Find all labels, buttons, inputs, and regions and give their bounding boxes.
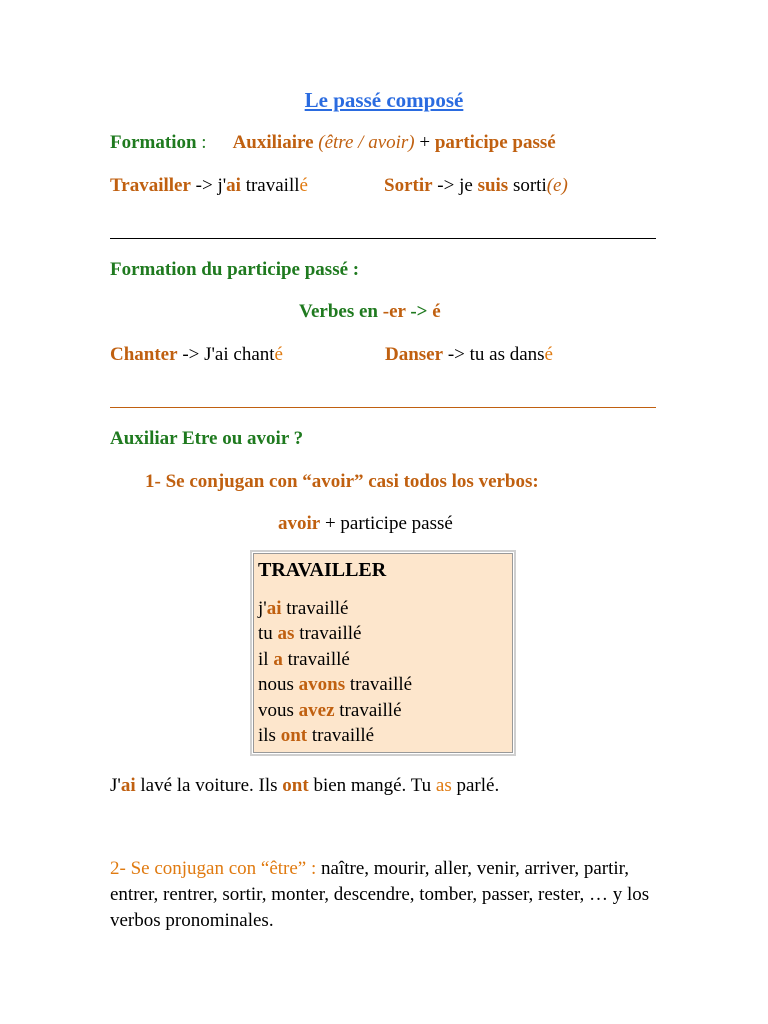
row-aux: avez [298,699,335,721]
table-header: TRAVAILLER [258,559,387,581]
example-text: -> j' [190,175,227,196]
sentence-text: bien mangé. Tu [308,775,436,796]
ending-highlight: é [274,344,283,365]
aux-highlight: ont [282,775,309,796]
row-participle: travaillé [334,699,402,721]
auxiliaire-label: Auxiliaire [232,132,314,153]
aux-highlight: suis [477,175,509,196]
example-text: travaill [240,175,300,196]
sentence-text: parlé. [451,775,500,796]
formula-rest: + participe passé [320,513,453,534]
row-participle: travaillé [282,648,350,670]
row-aux: a [273,648,283,670]
rule-1: 1- Se conjugan con “avoir” casi todos los verbos: [145,471,539,492]
row-participle: travaillé [294,623,362,644]
row-participle: travaillé [345,674,413,695]
table-row [258,621,512,647]
table-row [258,672,512,698]
rule-2 [110,856,650,934]
formation-line [110,132,556,154]
row-pronoun: il [258,648,274,670]
participe-label: participe passé [434,132,556,153]
er-rule-text: Verbes en [299,301,383,322]
table-row [258,723,512,749]
aux-heading: Auxiliar Etre ou avoir ? [110,428,304,449]
verb-chanter: Chanter [110,344,178,365]
formation-colon: : [196,132,207,153]
row-aux: ont [280,725,308,746]
divider-black [110,238,656,239]
example-text: -> je [432,175,478,196]
pp-heading: Formation du participe passé : [110,259,360,280]
example-line-1b [384,175,568,197]
row-aux: avons [298,674,346,695]
divider-brown [110,407,656,408]
example-line-2 [110,344,283,366]
verb-sortir: Sortir [384,175,433,196]
ending-highlight: é [544,344,553,365]
ending-highlight: é [299,175,308,196]
row-participle: travaillé [307,725,375,746]
example-sentences [110,775,499,797]
rule-2-text: naître, mourir, aller, venir, arriver, partir, entrer, rentrer, sortir, monter, descendre, tomber, passer, rester, … y los verbos pronominales. [110,858,650,931]
rule-2-label: 2- Se conjugan con “être” : [110,858,317,879]
verb-travailler: Travailler [110,175,191,196]
formation-label: Formation [110,132,197,153]
auxiliaire-paren: (être / avoir) [318,132,415,153]
row-aux: ai [266,597,282,619]
table-row [258,596,512,622]
row-pronoun: tu [258,623,278,644]
avoir-word: avoir [278,513,321,534]
aux-highlight: as [435,775,452,796]
verb-danser: Danser [385,344,444,365]
row-pronoun: nous [258,674,299,695]
er-ending: é [432,301,441,322]
conjugation-table [253,553,513,753]
table-row [258,647,512,673]
example-text: -> J'ai chant [177,344,275,365]
sentence-text: J' [110,775,121,796]
sentence-text: lavé la voiture. Ils [135,775,283,796]
avoir-formula [278,513,453,535]
row-aux: as [277,623,295,644]
er-rule [299,301,441,323]
row-pronoun: j' [258,597,267,619]
ending-highlight: (e) [546,175,568,196]
er-suffix: -er [382,301,406,322]
row-participle: travaillé [281,597,349,619]
aux-highlight: ai [226,175,241,196]
page-title: Le passé composé [304,88,464,112]
row-pronoun: vous [258,699,299,721]
aux-highlight: ai [120,775,136,796]
example-line-2b [385,344,553,366]
plus-sign: + [414,132,435,153]
er-arrow: -> [405,301,433,322]
example-text: sorti [508,175,547,196]
example-line-1 [110,175,308,197]
table-row [258,698,512,724]
example-text: -> tu as dans [443,344,545,365]
row-pronoun: ils [258,725,281,746]
